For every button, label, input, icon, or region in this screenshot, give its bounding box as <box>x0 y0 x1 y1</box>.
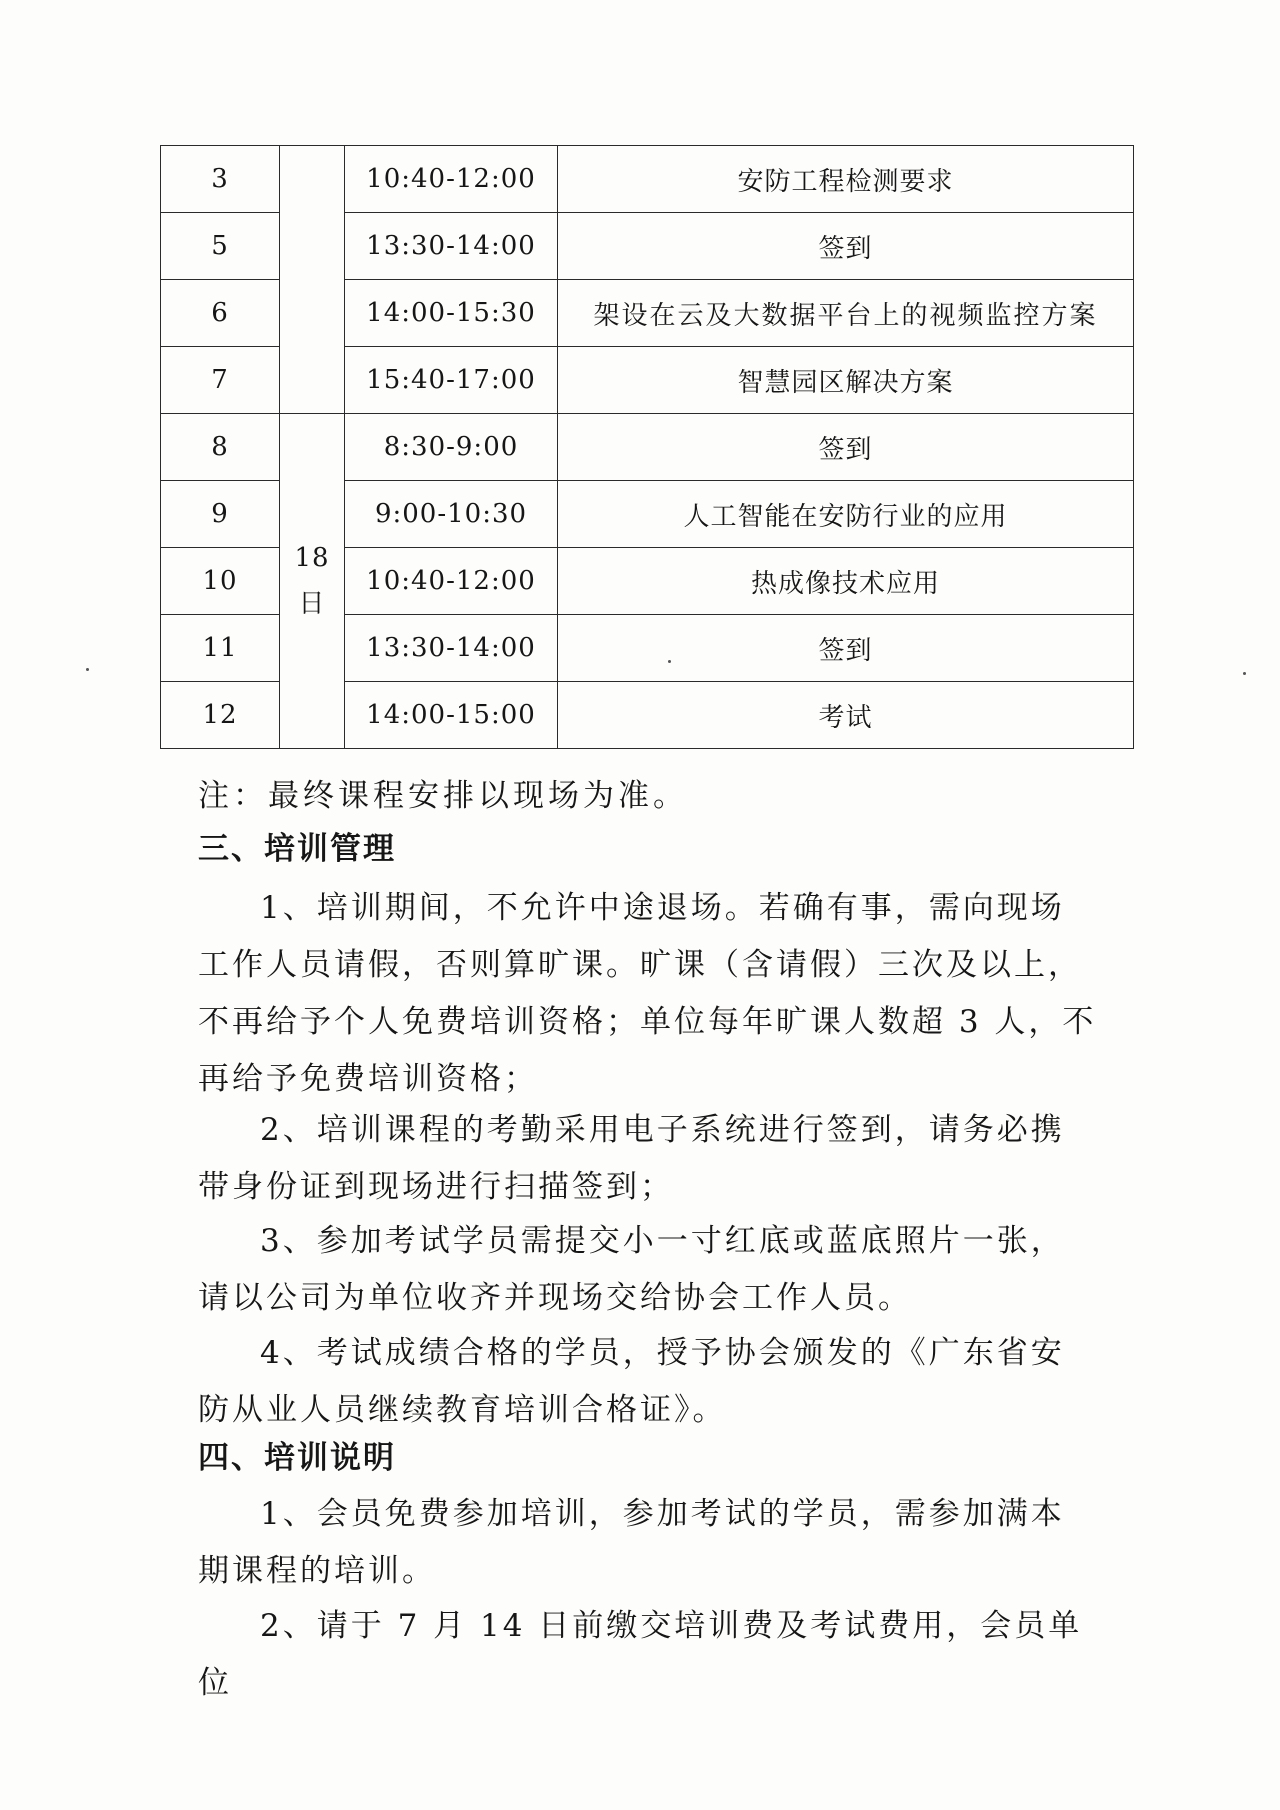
row-time: 15:40-17:00 <box>345 347 558 414</box>
row-number: 7 <box>161 347 280 414</box>
row-topic: 签到 <box>558 213 1134 280</box>
row-topic: 智慧园区解决方案 <box>558 347 1134 414</box>
paragraph-item: 2、请于 7 月 14 日前缴交培训费及考试费用，会员单位 <box>198 1608 1083 1701</box>
row-topic: 安防工程检测要求 <box>558 146 1134 213</box>
day-label-number: 18 <box>294 543 330 573</box>
row-number: 9 <box>161 481 280 548</box>
scan-speck <box>1243 672 1246 675</box>
row-number: 5 <box>161 213 280 280</box>
scan-speck <box>668 660 671 663</box>
row-topic: 考试 <box>558 682 1134 749</box>
row-time: 14:00-15:30 <box>345 280 558 347</box>
row-time: 9:00-10:30 <box>345 481 558 548</box>
row-time: 10:40-12:00 <box>345 548 558 615</box>
paragraph-item: 3、参加考试学员需提交小一寸红底或蓝底照片一张，请以公司为单位收齐并现场交给协会工作人员。 <box>198 1223 1065 1316</box>
paragraph-item: 4、考试成绩合格的学员，授予协会颁发的《广东省安防从业人员继续教育培训合格证》。 <box>198 1335 1065 1428</box>
day-cell-day2 <box>280 414 345 749</box>
row-number: 10 <box>161 548 280 615</box>
schedule-note: 注：最终课程安排以现场为准。 <box>198 778 688 814</box>
row-time: 10:40-12:00 <box>345 146 558 213</box>
section-heading-training-management: 三、培训管理 <box>198 831 396 867</box>
paragraph-item: 1、培训期间，不允许中途退场。若确有事，需向现场工作人员请假，否则算旷课。旷课（含请假）三次及以上，不再给予个人免费培训资格；单位每年旷课人数超 3 人，不再给予免费培训资格； <box>198 890 1097 1097</box>
row-time: 8:30-9:00 <box>345 414 558 481</box>
day-label-unit: 日 <box>298 589 326 619</box>
row-time: 13:30-14:00 <box>345 615 558 682</box>
row-time: 13:30-14:00 <box>345 213 558 280</box>
row-topic: 签到 <box>558 414 1134 481</box>
row-topic: 架设在云及大数据平台上的视频监控方案 <box>558 280 1134 347</box>
section-heading-training-notes: 四、培训说明 <box>198 1440 396 1476</box>
row-time: 14:00-15:00 <box>345 682 558 749</box>
schedule-table <box>160 145 1134 749</box>
paragraph-item: 2、培训课程的考勤采用电子系统进行签到，请务必携带身份证到现场进行扫描签到； <box>198 1112 1065 1205</box>
scan-speck <box>86 668 89 671</box>
row-topic: 签到 <box>558 615 1134 682</box>
row-number: 8 <box>161 414 280 481</box>
paragraph-item: 1、会员免费参加培训，参加考试的学员，需参加满本期课程的培训。 <box>198 1496 1065 1589</box>
row-number: 6 <box>161 280 280 347</box>
row-topic: 热成像技术应用 <box>558 548 1134 615</box>
table-row <box>161 414 1134 481</box>
row-number: 12 <box>161 682 280 749</box>
day-cell-day1 <box>280 146 345 414</box>
row-number: 3 <box>161 146 280 213</box>
row-topic: 人工智能在安防行业的应用 <box>558 481 1134 548</box>
table-row <box>161 146 1134 213</box>
row-number: 11 <box>161 615 280 682</box>
